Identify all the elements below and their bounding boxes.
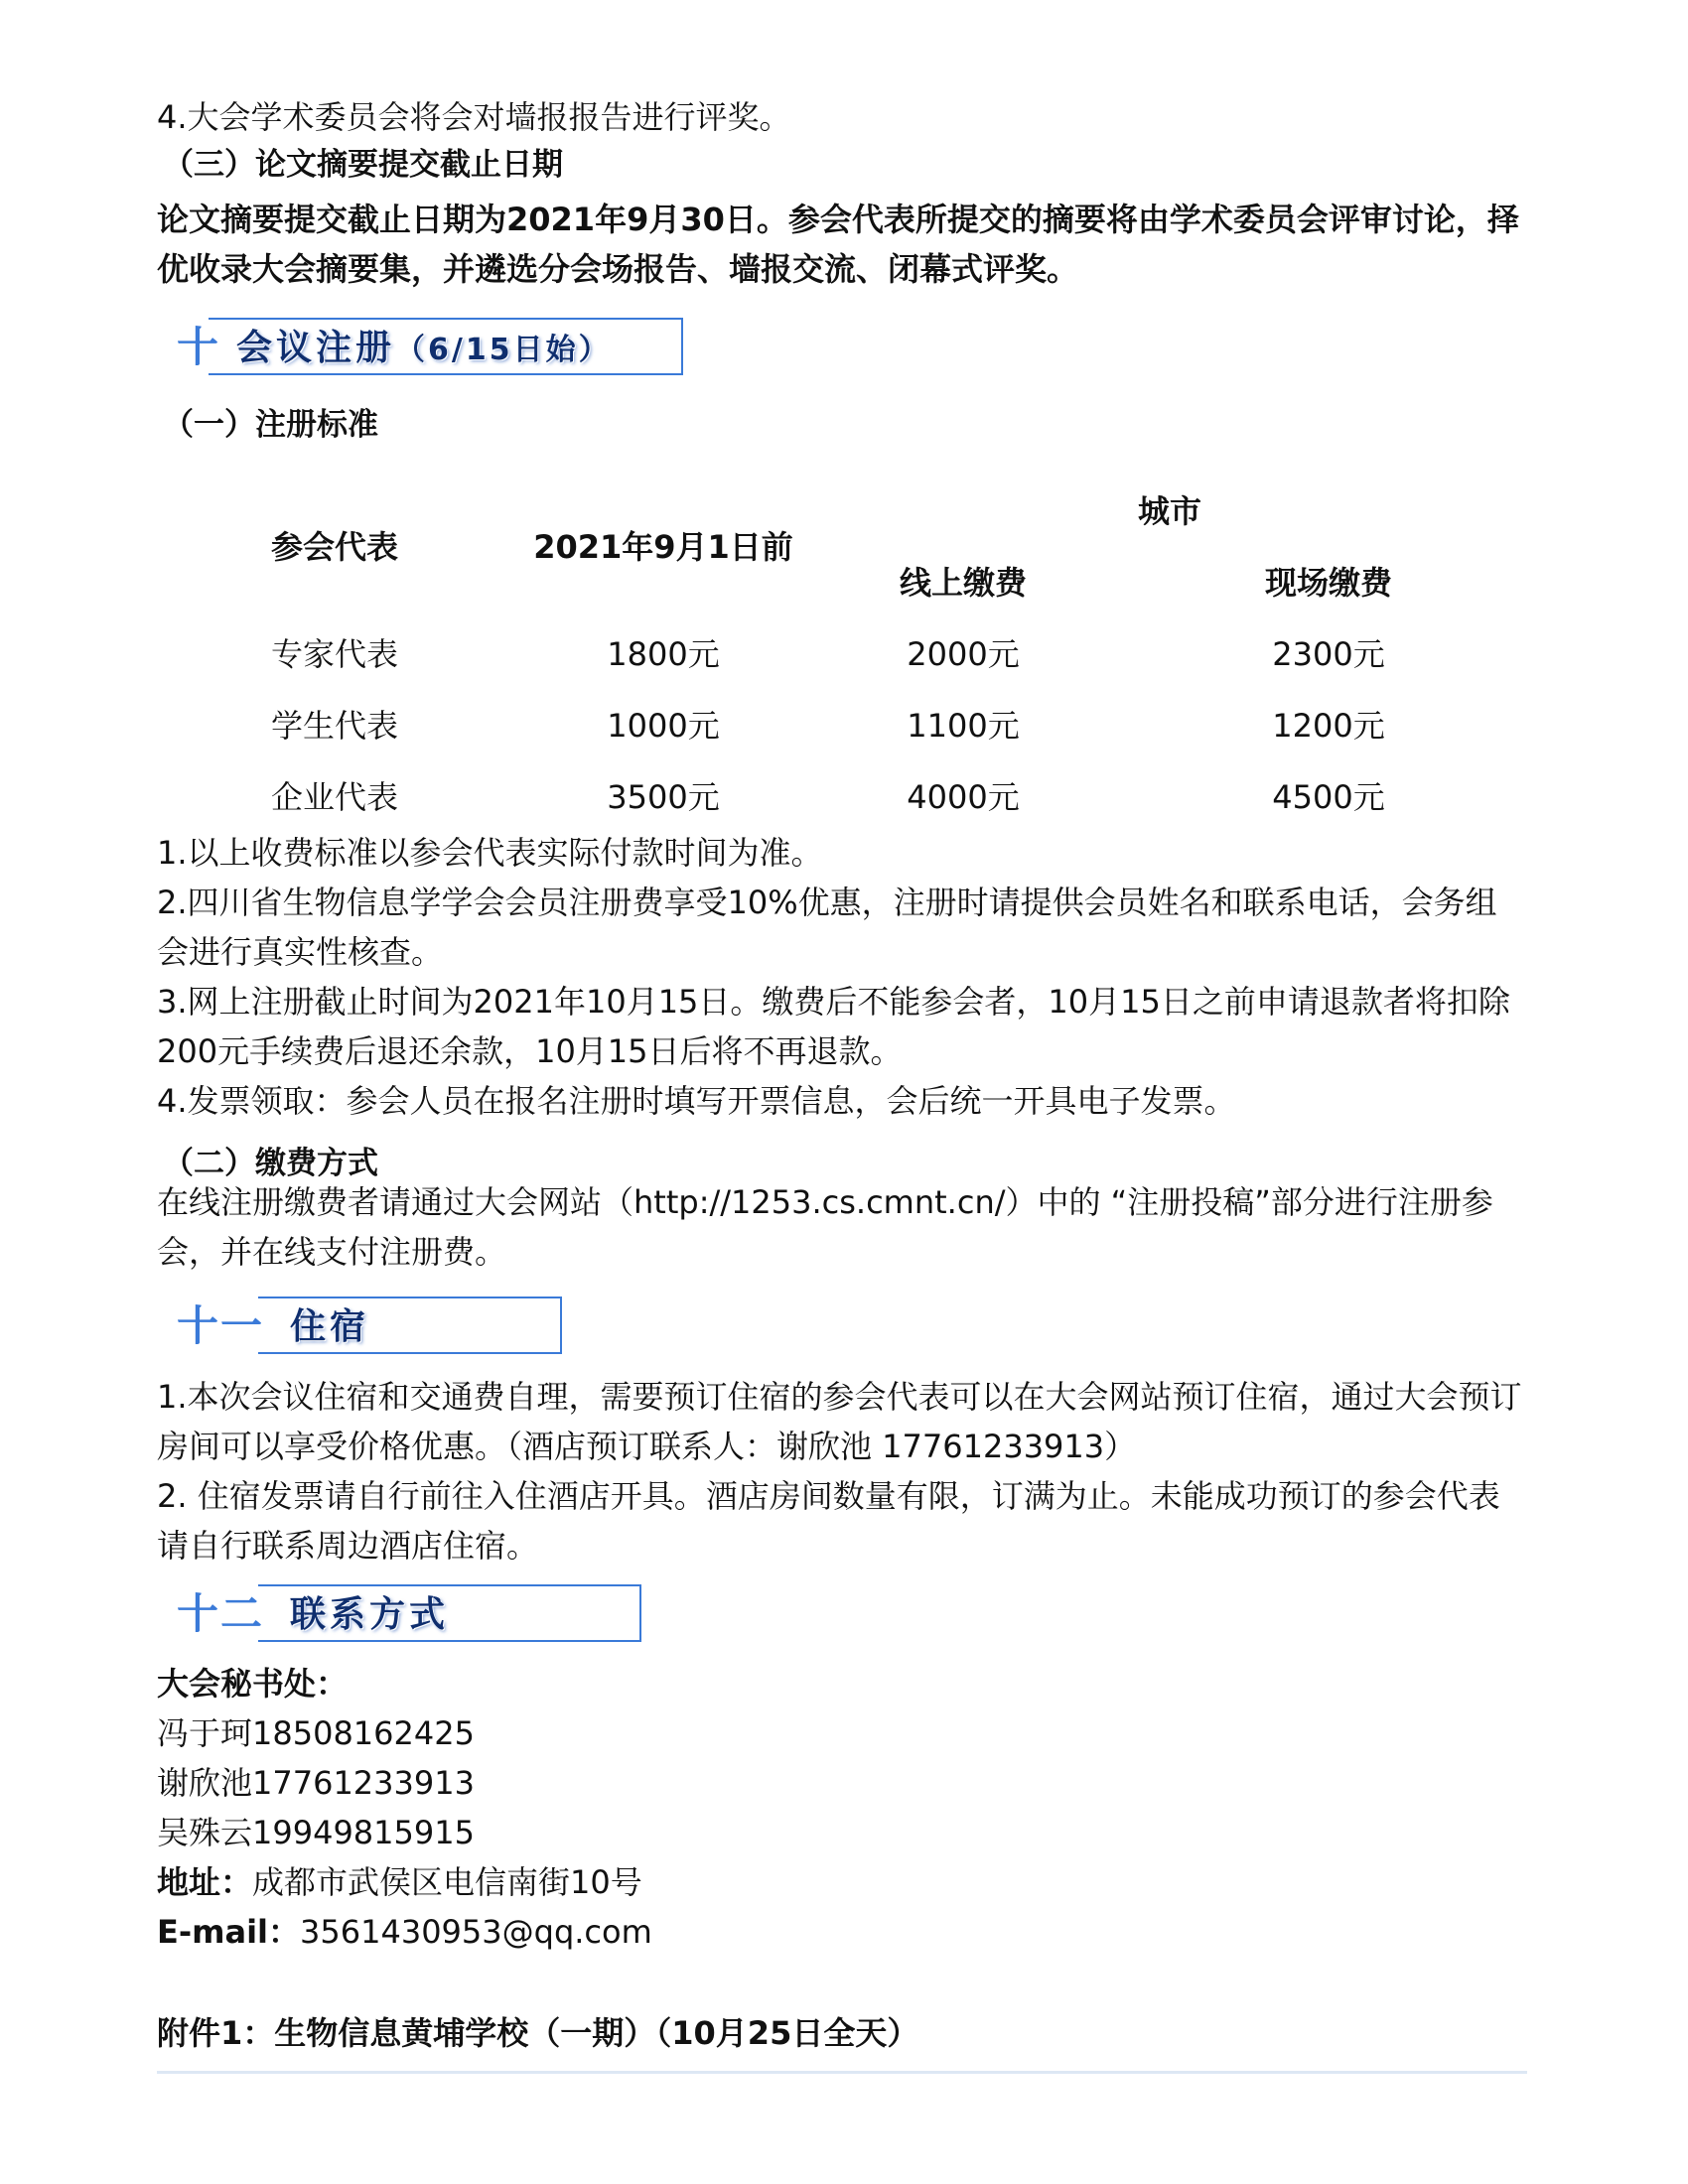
table-cell-type: 专家代表 [271,635,399,673]
table-header-online: 线上缴费 [899,564,1028,602]
poster-award-note: 4.大会学术委员会将会对墙报报告进行评奖。 [157,98,791,136]
section-title: 联系方式 [290,1594,450,1635]
table-top-border [157,2071,1527,2074]
address-line [157,1862,642,1902]
section-number: 十 [177,323,221,371]
payment-method-heading: （二）缴费方式 [163,1146,378,1181]
abstract-deadline-text: 论文摘要提交截止日期为2021年9月30日。参会代表所提交的摘要将由学术委员会评审讨论，择优收录大会摘要集，并遴选分会场报告、墙报交流、闭幕式评奖。 [157,201,1519,288]
table-cell-type: 企业代表 [271,778,399,816]
section-title-box [209,318,683,375]
attachment-title: 附件1：生物信息黄埔学校（一期）（10月25日全天） [157,2014,919,2052]
email-line [157,1912,652,1952]
registration-note-1: 1.以上收费标准以参会代表实际付款时间为准。 [157,834,823,872]
table-header-group: 城市 [1137,492,1202,530]
table-header-onsite: 现场缴费 [1264,564,1393,602]
contact-person: 吴殊云19949815915 [157,1814,475,1851]
abstract-deadline-heading: （三）论文摘要提交截止日期 [163,147,563,183]
accommodation-item-1: 1.本次会议住宿和交通费自理，需要预订住宿的参会代表可以在大会网站预订住宿，通过大会预订房间可以享受价格优惠。（酒店预订联系人：谢欣池 17761233913） [157,1378,1522,1465]
section-contact-banner [177,1584,643,1644]
table-cell-early: 1000元 [607,707,720,745]
contact-person: 冯于珂18508162425 [157,1714,475,1752]
table-cell-online: 4000元 [907,778,1020,816]
section-accommodation-banner [177,1297,564,1356]
accommodation-item-2: 2. 住宿发票请自行前往入住酒店开具。酒店房间数量有限，订满为止。未能成功预订的参会代表请自行联系周边酒店住宿。 [157,1477,1500,1565]
table-cell-onsite: 1200元 [1272,707,1385,745]
section-title-note: （6/15日始） [395,333,612,367]
table-cell-early: 3500元 [607,778,720,816]
email-value: 3561430953@qq.com [300,1913,652,1951]
registration-note-2: 2.四川省生物信息学学会会员注册费享受10%优惠，注册时请提供会员姓名和联系电话，会务组会进行真实性核查。 [157,884,1497,971]
table-header-early: 2021年9月1日前 [533,528,793,566]
secretariat-label: 大会秘书处： [157,1665,349,1703]
table-header-delegate: 参会代表 [271,528,399,566]
section-registration-banner [177,318,685,377]
email-label: E-mail： [157,1913,301,1951]
registration-note-3: 3.网上注册截止时间为2021年10月15日。缴费后不能参会者，10月15日之前申请退款者将扣除200元手续费后退还余款，10月15日后将不再退款。 [157,983,1510,1070]
section-number: 十二 [177,1589,265,1638]
table-cell-onsite: 2300元 [1272,635,1385,673]
address-label: 地址： [157,1863,253,1901]
address-value: 成都市武侯区电信南街10号 [252,1863,642,1901]
registration-note-4: 4.发票领取：参会人员在报名注册时填写开票信息，会后统一开具电子发票。 [157,1082,1236,1120]
section-title: 住宿 [290,1306,370,1347]
table-cell-early: 1800元 [607,635,720,673]
table-cell-online: 2000元 [907,635,1020,673]
table-cell-onsite: 4500元 [1272,778,1385,816]
contact-person: 谢欣池17761233913 [157,1764,475,1802]
table-cell-online: 1100元 [907,707,1020,745]
table-cell-type: 学生代表 [271,707,399,745]
section-title-box [258,1584,641,1642]
section-number: 十一 [177,1301,265,1350]
registration-standard-heading: （一）注册标准 [163,407,378,443]
payment-method-text: 在线注册缴费者请通过大会网站（http://1253.cs.cmnt.cn/）中的 “注册投稿”部分进行注册参会，并在线支付注册费。 [157,1183,1493,1271]
registration-fee-table [157,467,1527,824]
section-title: 会议注册 [236,328,396,368]
section-title-box [258,1297,562,1354]
